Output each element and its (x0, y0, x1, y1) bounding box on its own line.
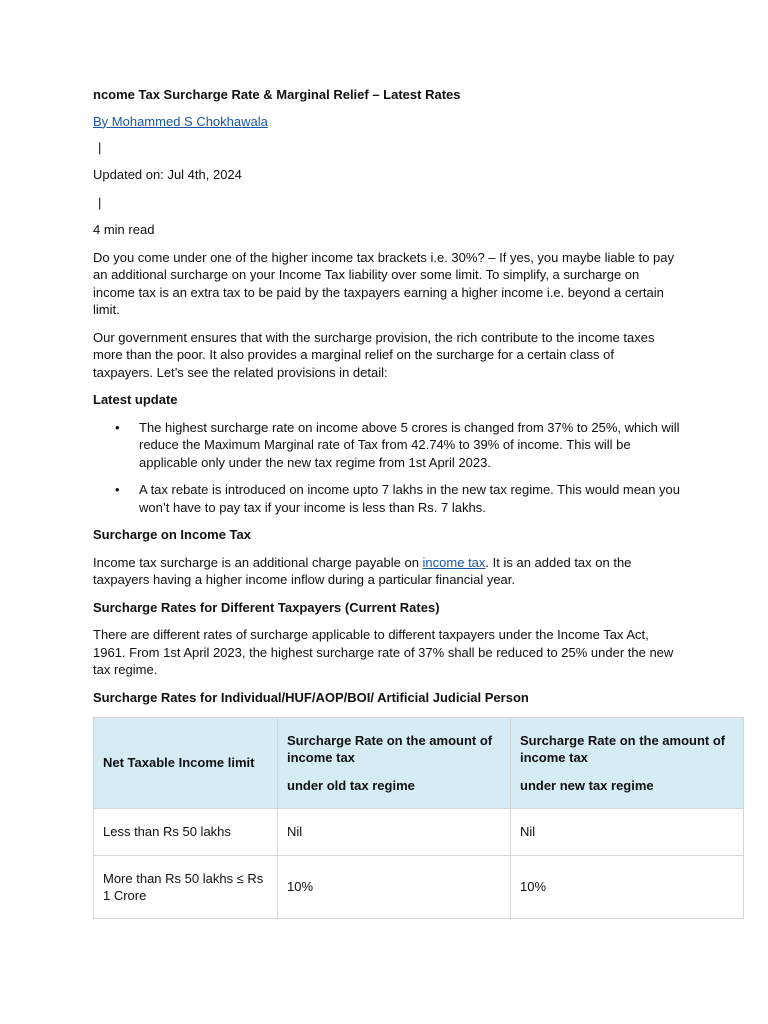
header-new-regime-title: Surcharge Rate on the amount of income tax (520, 732, 726, 766)
surcharge-paragraph (93, 554, 673, 589)
rates-paragraph: There are different rates of surcharge applicable to different taxpayers under the Income Tax Act, 1961. From 1st April 2023, the highest surcharge rate of 37% shall be reduced to 25% under the new tax regime. (93, 627, 674, 677)
header-old-regime (278, 718, 511, 809)
article (93, 86, 753, 919)
cell-old-rate: 10% (278, 856, 511, 919)
table-row (94, 856, 744, 919)
header-old-regime-sub: under old tax regime (287, 777, 415, 793)
surcharge-text-start: Income tax surcharge is an additional charge payable on (93, 554, 423, 570)
surcharge-heading: Surcharge on Income Tax (93, 527, 251, 542)
cell-income-limit: Less than Rs 50 lakhs (94, 809, 278, 856)
header-new-regime (511, 718, 744, 809)
read-time: 4 min read (93, 222, 155, 237)
cell-old-rate: Nil (278, 809, 511, 856)
header-old-regime-title: Surcharge Rate on the amount of income tax (287, 732, 493, 766)
list-item (93, 481, 684, 516)
latest-update-list (93, 419, 753, 517)
list-item (93, 419, 684, 472)
author-link[interactable]: By Mohammed S Chokhawala (93, 113, 268, 129)
surcharge-text-end: . It is an added tax on the taxpayers having a higher income inflow during a particular financial year. (93, 554, 632, 587)
separator: | (98, 194, 102, 210)
table-header-row (94, 718, 744, 809)
cell-new-rate: Nil (511, 809, 744, 856)
page-title: ncome Tax Surcharge Rate & Marginal Relief – Latest Rates (93, 87, 461, 102)
separator: | (98, 139, 102, 155)
table-heading: Surcharge Rates for Individual/HUF/AOP/BOI/ Artificial Judicial Person (93, 689, 529, 705)
cell-new-rate: 10% (511, 856, 744, 919)
table-row (94, 809, 744, 856)
latest-update-heading: Latest update (93, 392, 178, 407)
list-item-text: A tax rebate is introduced on income upto 7 lakhs in the new tax regime. This would mean you won’t have to pay tax if your income is less than Rs. 7 lakhs. (139, 482, 681, 515)
income-tax-link[interactable]: income tax (422, 554, 486, 570)
updated-date: Updated on: Jul 4th, 2024 (93, 167, 242, 182)
rates-heading: Surcharge Rates for Different Taxpayers (Current Rates) (93, 599, 440, 615)
intro-paragraph-2: Our government ensures that with the surcharge provision, the rich contribute to the income taxes more than the poor. It also provides a marginal relief on the surcharge for a certain class of taxpayers. Let’s see the related provisions in detail: (93, 329, 655, 380)
surcharge-table (93, 717, 744, 919)
header-new-regime-sub: under new tax regime (520, 777, 654, 793)
header-income-limit: Net Taxable Income limit (94, 718, 278, 809)
cell-income-limit: More than Rs 50 lakhs ≤ Rs 1 Crore (94, 856, 278, 919)
intro-paragraph: Do you come under one of the higher income tax brackets i.e. 30%? – If yes, you maybe liable to pay an additional surcharge on your Income Tax liability over some limit. To simplify, a surcharge on income tax is an extra tax to be paid by the taxpayers earning a higher income i.e. beyond a certain limit. (93, 249, 674, 317)
bullet-icon: • (115, 419, 120, 435)
list-item-text: The highest surcharge rate on income above 5 crores is changed from 37% to 25%, which will reduce the Maximum Marginal rate of Tax from 42.74% to 39% of income. This will be applicable only under the new tax regime from 1st April 2023. (139, 419, 680, 470)
bullet-icon: • (115, 482, 120, 497)
